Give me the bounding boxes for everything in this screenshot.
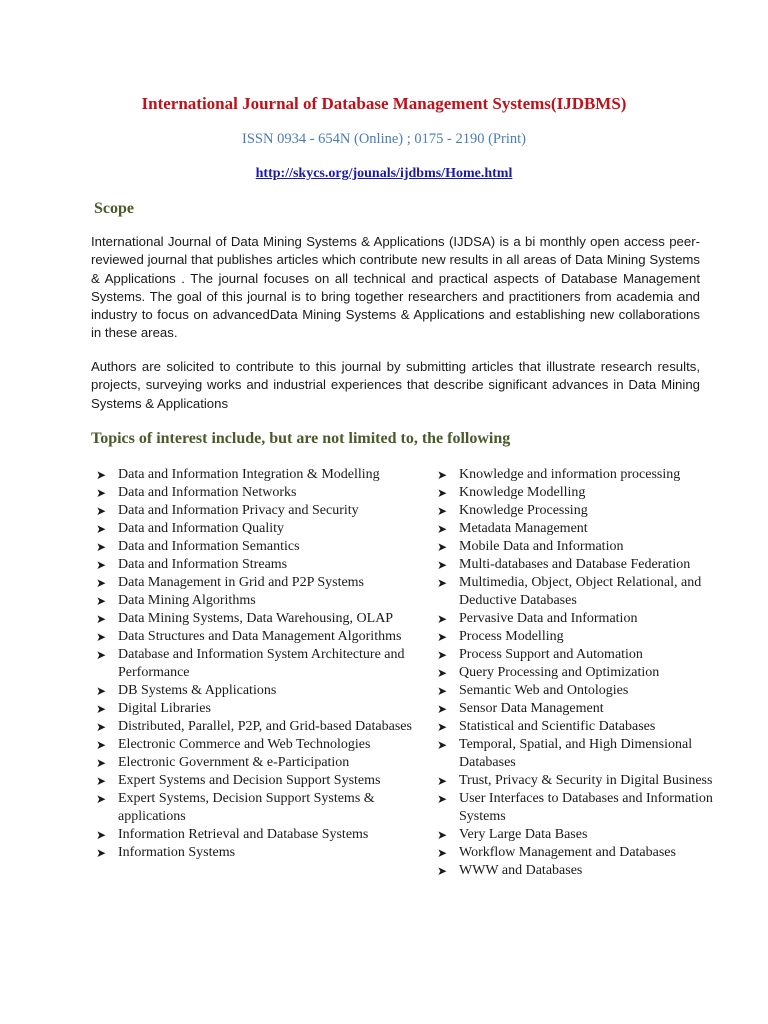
arrow-bullet-icon: ➤: [437, 486, 448, 500]
topic-item: [96, 844, 416, 862]
topic-label: Electronic Commerce and Web Technologies: [118, 737, 371, 752]
journal-title: International Journal of Database Management Systems(IJDBMS): [141, 94, 627, 113]
topic-item: [96, 628, 416, 646]
topic-item: [437, 484, 737, 502]
topic-item: [437, 718, 737, 736]
topic-label: Database and Information System Architecture and Performance: [118, 647, 405, 680]
arrow-bullet-icon: ➤: [96, 576, 107, 590]
topic-item: [437, 466, 737, 484]
topic-item: [96, 610, 416, 628]
topic-item: [437, 700, 737, 718]
arrow-bullet-icon: ➤: [437, 792, 448, 806]
journal-url: [0, 164, 768, 184]
journal-home-link[interactable]: http://skycs.org/jounals/ijdbms/Home.html: [255, 166, 513, 181]
arrow-bullet-icon: ➤: [96, 792, 107, 806]
arrow-bullet-icon: ➤: [96, 702, 107, 716]
topic-item: [437, 862, 737, 880]
topic-label: Trust, Privacy & Security in Digital Business: [459, 773, 713, 788]
topic-item: [96, 574, 416, 592]
topic-label: DB Systems & Applications: [118, 683, 277, 698]
arrow-bullet-icon: ➤: [96, 540, 107, 554]
arrow-bullet-icon: ➤: [437, 522, 448, 536]
topic-item: [437, 664, 737, 682]
topic-label: Information Systems: [118, 845, 236, 860]
topic-label: Information Retrieval and Database Systems: [118, 827, 369, 842]
scope-paragraph-1: International Journal of Data Mining Systems & Applications (IJDSA) is a bi monthly open access peer-reviewed journal that publishes articles which contribute new results in all areas of Data Mining Systems & Applications . The journal focuses on all technical and practical aspects of Database Management Systems. The goal of this journal is to bring together researchers and practitioners from academia and industry to focus on advancedData Mining Systems & Applications and establishing new collaborations in these areas.: [91, 234, 700, 341]
arrow-bullet-icon: ➤: [437, 828, 448, 842]
arrow-bullet-icon: ➤: [437, 720, 448, 734]
topic-label: Process Support and Automation: [459, 647, 643, 662]
arrow-bullet-icon: ➤: [96, 612, 107, 626]
topic-label: Knowledge Modelling: [459, 485, 586, 500]
arrow-bullet-icon: ➤: [437, 648, 448, 662]
topic-label: Data Structures and Data Management Algorithms: [118, 629, 402, 644]
topic-item: [96, 520, 416, 538]
arrow-bullet-icon: ➤: [96, 630, 107, 644]
topic-label: Expert Systems, Decision Support Systems & applications: [118, 791, 375, 824]
arrow-bullet-icon: ➤: [437, 702, 448, 716]
topic-label: Data and Information Privacy and Security: [118, 503, 359, 518]
topic-item: [437, 790, 737, 826]
arrow-bullet-icon: ➤: [437, 630, 448, 644]
arrow-bullet-icon: ➤: [437, 684, 448, 698]
topic-item: [437, 538, 737, 556]
topic-item: [437, 610, 737, 628]
topic-item: [437, 826, 737, 844]
arrow-bullet-icon: ➤: [437, 558, 448, 572]
arrow-bullet-icon: ➤: [437, 738, 448, 752]
topic-label: Mobile Data and Information: [459, 539, 624, 554]
arrow-bullet-icon: ➤: [437, 576, 448, 590]
arrow-bullet-icon: ➤: [96, 558, 107, 572]
arrow-bullet-icon: ➤: [96, 594, 107, 608]
issn-line: ISSN 0934 - 654N (Online) ; 0175 - 2190 (Print): [242, 131, 526, 147]
arrow-bullet-icon: ➤: [96, 648, 107, 662]
topic-label: Data Mining Algorithms: [118, 593, 256, 608]
topic-label: Temporal, Spatial, and High Dimensional Databases: [459, 737, 693, 770]
topic-item: [96, 682, 416, 700]
topic-item: [96, 646, 416, 682]
topic-label: Process Modelling: [459, 629, 564, 644]
arrow-bullet-icon: ➤: [96, 468, 107, 482]
arrow-bullet-icon: ➤: [96, 828, 107, 842]
topic-label: Data Management in Grid and P2P Systems: [118, 575, 365, 590]
topic-item: [96, 538, 416, 556]
topics-list-left: [96, 466, 416, 862]
arrow-bullet-icon: ➤: [96, 774, 107, 788]
arrow-bullet-icon: ➤: [437, 864, 448, 878]
topic-item: [437, 502, 737, 520]
topic-label: Multi-databases and Database Federation: [459, 557, 691, 572]
topic-item: [437, 736, 737, 772]
topic-item: [437, 646, 737, 664]
topic-label: Electronic Government & e-Participation: [118, 755, 350, 770]
topic-label: Data Mining Systems, Data Warehousing, OLAP: [118, 611, 394, 626]
topic-item: [96, 502, 416, 520]
topic-label: Pervasive Data and Information: [459, 611, 638, 626]
topic-item: [437, 682, 737, 700]
topic-item: [96, 556, 416, 574]
topic-item: [437, 556, 737, 574]
arrow-bullet-icon: ➤: [96, 738, 107, 752]
topic-label: Sensor Data Management: [459, 701, 604, 716]
scope-heading: Scope: [94, 200, 134, 217]
topic-label: Digital Libraries: [118, 701, 211, 716]
topic-item: [437, 844, 737, 862]
topic-label: Knowledge and information processing: [459, 467, 681, 482]
arrow-bullet-icon: ➤: [437, 468, 448, 482]
topic-label: Distributed, Parallel, P2P, and Grid-based Databases: [118, 719, 412, 734]
topic-item: [96, 466, 416, 484]
arrow-bullet-icon: ➤: [96, 486, 107, 500]
arrow-bullet-icon: ➤: [437, 774, 448, 788]
topic-label: Expert Systems and Decision Support Systems: [118, 773, 381, 788]
topic-item: [96, 790, 416, 826]
arrow-bullet-icon: ➤: [437, 666, 448, 680]
arrow-bullet-icon: ➤: [437, 846, 448, 860]
topic-label: Data and Information Streams: [118, 557, 288, 572]
topic-item: [96, 736, 416, 754]
topic-label: Data and Information Networks: [118, 485, 297, 500]
topic-item: [96, 718, 416, 736]
topic-item: [96, 754, 416, 772]
topic-item: [437, 772, 737, 790]
arrow-bullet-icon: ➤: [96, 720, 107, 734]
topic-label: Data and Information Integration & Modelling: [118, 467, 380, 482]
topic-label: Semantic Web and Ontologies: [459, 683, 629, 698]
topic-label: User Interfaces to Databases and Information Systems: [459, 791, 713, 824]
arrow-bullet-icon: ➤: [96, 684, 107, 698]
arrow-bullet-icon: ➤: [437, 540, 448, 554]
arrow-bullet-icon: ➤: [437, 504, 448, 518]
topic-item: [437, 520, 737, 538]
topic-item: [96, 592, 416, 610]
topic-label: WWW and Databases: [459, 863, 583, 878]
topic-item: [96, 700, 416, 718]
arrow-bullet-icon: ➤: [96, 504, 107, 518]
topic-item: [96, 484, 416, 502]
topic-label: Workflow Management and Databases: [459, 845, 676, 860]
topic-label: Metadata Management: [459, 521, 588, 536]
topic-label: Statistical and Scientific Databases: [459, 719, 656, 734]
topic-item: [437, 628, 737, 646]
arrow-bullet-icon: ➤: [96, 522, 107, 536]
topic-label: Query Processing and Optimization: [459, 665, 660, 680]
topic-label: Data and Information Quality: [118, 521, 285, 536]
arrow-bullet-icon: ➤: [96, 756, 107, 770]
topic-label: Knowledge Processing: [459, 503, 588, 518]
topic-label: Data and Information Semantics: [118, 539, 300, 554]
topics-list-right: [437, 466, 737, 880]
topic-item: [96, 826, 416, 844]
topics-heading: Topics of interest include, but are not limited to, the following: [91, 430, 511, 447]
topic-item: [437, 574, 737, 610]
topic-label: Multimedia, Object, Object Relational, and Deductive Databases: [459, 575, 702, 608]
topic-label: Very Large Data Bases: [459, 827, 588, 842]
arrow-bullet-icon: ➤: [96, 846, 107, 860]
scope-paragraph-2: Authors are solicited to contribute to this journal by submitting articles that illustrate research results, projects, surveying works and industrial experiences that describe significant advances in Data Mining Systems & Applications: [91, 359, 700, 411]
topic-item: [96, 772, 416, 790]
arrow-bullet-icon: ➤: [437, 612, 448, 626]
